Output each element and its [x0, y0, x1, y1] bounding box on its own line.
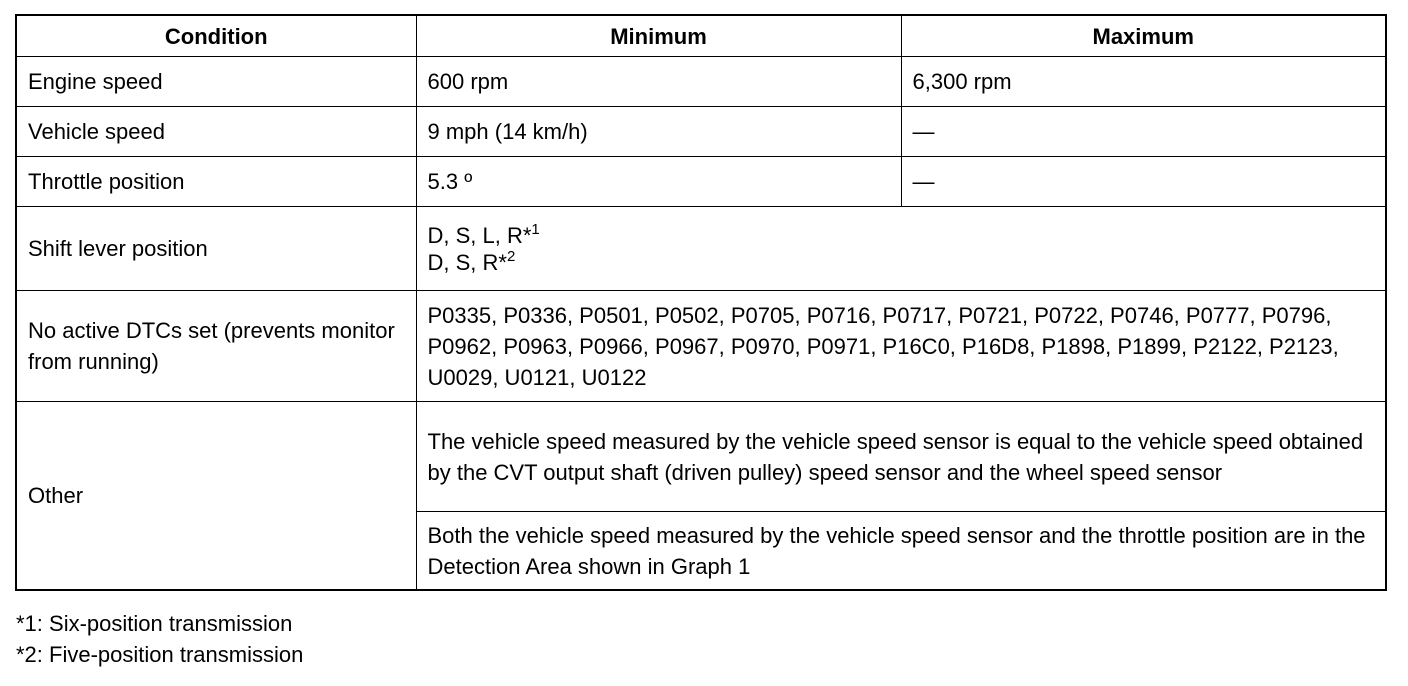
header-maximum: Maximum	[901, 15, 1386, 57]
footnote-1: *1: Six-position transmission	[16, 611, 293, 636]
other-condition-1: The vehicle speed measured by the vehicle speed sensor is equal to the vehicle speed obtained by the CVT output shaft (driven pulley) speed sensor and the wheel speed sensor	[416, 402, 1386, 512]
condition-cell: Vehicle speed	[16, 107, 416, 157]
shift-positions-six: D, S, L, R*$^1$	[427, 220, 540, 248]
footnotes	[16, 608, 303, 670]
condition-cell: Shift lever position	[16, 207, 416, 291]
maximum-cell: —	[901, 107, 1386, 157]
table-header-row	[16, 15, 1386, 57]
shift-positions-cell	[416, 207, 1386, 291]
table-row-vehicle-speed	[16, 107, 1386, 157]
condition-cell: Throttle position	[16, 157, 416, 207]
footnote-2: *2: Five-position transmission	[16, 642, 304, 667]
shift-positions-five: D, S, R*$^2$	[427, 247, 516, 275]
other-condition-2: Both the vehicle speed measured by the vehicle speed sensor and the throttle position are in the Detection Area shown in Graph 1	[416, 512, 1386, 591]
footnote-ref-2: 2	[506, 247, 516, 265]
condition-cell: No active DTCs set (prevents monitor from running)	[16, 291, 416, 402]
footnote-ref-1: 1	[531, 220, 540, 238]
table-row-other	[16, 402, 1386, 512]
table-row-engine-speed	[16, 57, 1386, 107]
conditions-table	[15, 14, 1387, 591]
maximum-cell: —	[901, 157, 1386, 207]
header-condition: Condition	[16, 15, 416, 57]
condition-cell: Engine speed	[16, 57, 416, 107]
header-minimum: Minimum	[416, 15, 901, 57]
table-row-shift-lever	[16, 207, 1386, 291]
minimum-cell: 600 rpm	[416, 57, 901, 107]
table-row-throttle-position	[16, 157, 1386, 207]
maximum-cell: 6,300 rpm	[901, 57, 1386, 107]
condition-cell: Other	[16, 402, 416, 591]
dtc-list-cell: P0335, P0336, P0501, P0502, P0705, P0716, P0717, P0721, P0722, P0746, P0777, P0796, P0962, P0963, P0966, P0967, P0970, P0971, P16C0, P16D8, P1898, P1899, P2122, P2123, U0029, U0121, U0122	[416, 291, 1386, 402]
table-row-no-active-dtcs	[16, 291, 1386, 402]
minimum-cell: 5.3 º	[416, 157, 901, 207]
minimum-cell: 9 mph (14 km/h)	[416, 107, 901, 157]
